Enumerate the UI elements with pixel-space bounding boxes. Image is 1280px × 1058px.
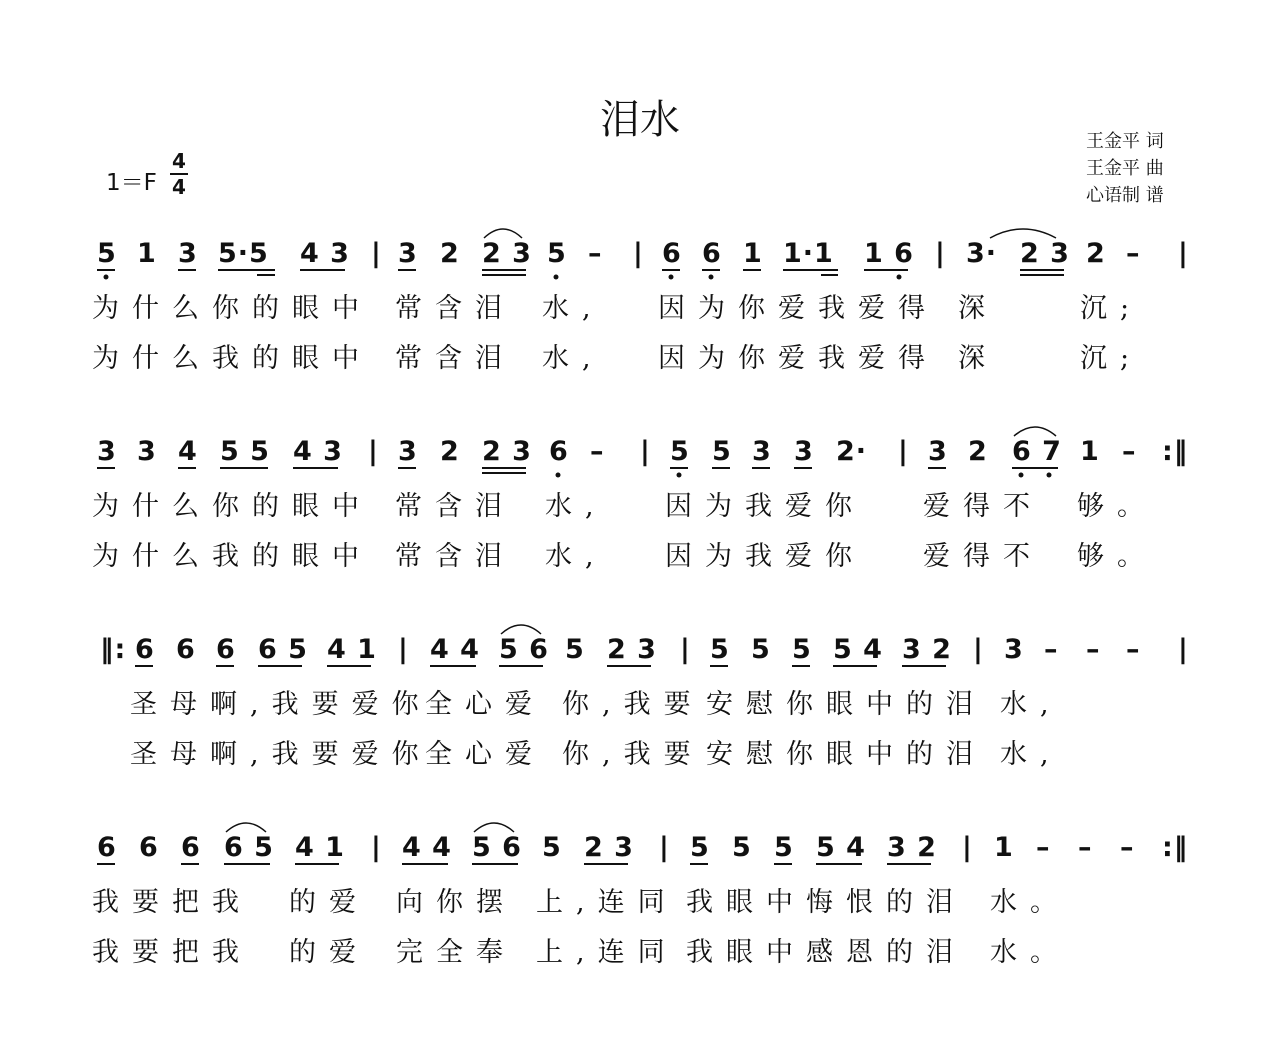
note-group: –: [1086, 634, 1101, 665]
barline: |: [368, 436, 379, 467]
note-group: 1·1: [783, 238, 834, 269]
lyric-segment: 常含泪: [395, 343, 515, 374]
barline: :‖: [1162, 436, 1189, 467]
lyric-segment: 水,: [1000, 689, 1062, 720]
note-group: 5 6: [499, 634, 549, 665]
note-group: 5: [547, 238, 567, 269]
barline: ‖:: [100, 634, 127, 665]
octave-dot: [677, 473, 682, 478]
lyric-segment: 水。: [990, 937, 1070, 968]
lyric-segment: 因为你爱我爱得: [658, 293, 938, 324]
lyric-segment: 为什么我的眼中: [92, 541, 372, 572]
note-group: 5: [710, 634, 730, 665]
note-group: 3: [794, 436, 814, 467]
note-group: 4 3: [300, 238, 350, 269]
lyric-segment: 沉;: [1080, 293, 1143, 324]
note-group: 4 4: [430, 634, 480, 665]
note-group: 2 3: [482, 238, 532, 269]
note-group: 6 5: [258, 634, 308, 665]
note-group: 5 4: [833, 634, 883, 665]
lyric-segment: 水。: [990, 887, 1070, 918]
lyric-segment: 为什么你的眼中: [92, 293, 372, 324]
lyric-segment: 我要把我: [92, 937, 252, 968]
lyric-segment: 我眼中感恩的泪: [686, 937, 966, 968]
lyric-segment: 水,: [542, 293, 604, 324]
barline: |: [935, 238, 946, 269]
barline: |: [680, 634, 691, 665]
lyric-segment: 全心爱: [425, 689, 545, 720]
note-group: 1: [994, 832, 1014, 863]
octave-dot: [1019, 473, 1024, 478]
lyric-segment: 因为你爱我爱得: [658, 343, 938, 374]
barline: |: [371, 238, 382, 269]
barline: |: [973, 634, 984, 665]
barline: |: [371, 832, 382, 863]
barline: |: [962, 832, 973, 863]
note-group: 6: [216, 634, 236, 665]
lyric-segment: 圣母啊,我要爱你: [130, 739, 432, 770]
note-group: 3: [398, 238, 418, 269]
lyric-segment: 水,: [545, 541, 607, 572]
note-group: 5 5: [220, 436, 270, 467]
note-group: 4: [178, 436, 198, 467]
lyric-segment: 因为我爱你: [665, 541, 865, 572]
note-group: 5: [97, 238, 117, 269]
song-title: 泪水: [600, 97, 680, 143]
note-group: 5: [690, 832, 710, 863]
lyric-segment: 上,连同: [536, 937, 678, 968]
note-group: 2: [1086, 238, 1106, 269]
lyric-segment: 常含泪: [395, 491, 515, 522]
note-group: –: [588, 238, 603, 269]
barline: |: [898, 436, 909, 467]
note-group: 5: [712, 436, 732, 467]
lyric-segment: 的爱: [289, 887, 369, 918]
octave-dot: [897, 275, 902, 280]
lyric-segment: 你,我要: [562, 689, 704, 720]
slur: [501, 625, 541, 634]
octave-dot: [669, 275, 674, 280]
octave-dot: [556, 473, 561, 478]
note-group: 5 6: [472, 832, 522, 863]
note-group: 5: [732, 832, 752, 863]
slur: [1014, 427, 1056, 436]
octave-dot: [104, 275, 109, 280]
barline: |: [1178, 238, 1189, 269]
note-group: 1 6: [864, 238, 914, 269]
note-group: 5: [751, 634, 771, 665]
note-group: 6: [702, 238, 722, 269]
note-group: 3 2: [887, 832, 937, 863]
note-group: –: [1122, 436, 1137, 467]
octave-dot: [709, 275, 714, 280]
note-group: 3: [928, 436, 948, 467]
lyricist-credit: 王金平 词: [1086, 131, 1164, 152]
note-group: 6 7: [1012, 436, 1062, 467]
slur: [226, 823, 266, 832]
key-signature: 1＝F: [106, 170, 157, 196]
lyric-segment: 全心爱: [425, 739, 545, 770]
note-group: –: [1078, 832, 1093, 863]
note-group: 4 4: [402, 832, 452, 863]
note-group: 1: [1080, 436, 1100, 467]
note-group: 6 5: [224, 832, 274, 863]
lyric-segment: 安慰你眼中的泪: [706, 739, 986, 770]
note-group: 6: [549, 436, 569, 467]
note-group: –: [1036, 832, 1051, 863]
note-group: 6: [176, 634, 196, 665]
lyric-segment: 常含泪: [395, 293, 515, 324]
lyric-segment: 我眼中悔恨的泪: [686, 887, 966, 918]
note-group: 2 3: [584, 832, 634, 863]
lyric-segment: 沉;: [1080, 343, 1143, 374]
note-group: –: [1120, 832, 1135, 863]
note-group: 6: [135, 634, 155, 665]
lyric-segment: 完全奉: [396, 937, 516, 968]
note-group: 3: [1004, 634, 1024, 665]
note-group: 2: [440, 238, 460, 269]
note-group: 3: [178, 238, 198, 269]
slur: [484, 229, 522, 238]
octave-dot: [554, 275, 559, 280]
lyric-segment: 深: [958, 343, 998, 374]
lyric-segment: 水,: [1000, 739, 1062, 770]
lyric-segment: 爱得不: [923, 491, 1043, 522]
note-group: 2: [968, 436, 988, 467]
lyric-segment: 够。: [1077, 541, 1157, 572]
lyric-segment: 因为我爱你: [665, 491, 865, 522]
note-group: 5·5: [218, 238, 269, 269]
note-group: 2 3: [607, 634, 657, 665]
lyric-segment: 为什么我的眼中: [92, 343, 372, 374]
note-group: 3: [752, 436, 772, 467]
note-group: 3: [137, 436, 157, 467]
barline: :‖: [1162, 832, 1189, 863]
note-group: 4 3: [293, 436, 343, 467]
note-group: 1: [743, 238, 763, 269]
barline: |: [640, 436, 651, 467]
lyric-segment: 你,我要: [562, 739, 704, 770]
slur: [990, 229, 1056, 238]
transcriber-credit: 心语制 谱: [1086, 185, 1164, 206]
note-group: 2: [440, 436, 460, 467]
lyric-segment: 的爱: [289, 937, 369, 968]
lyric-segment: 够。: [1077, 491, 1157, 522]
note-group: 5: [774, 832, 794, 863]
note-group: –: [1126, 238, 1141, 269]
note-group: –: [1126, 634, 1141, 665]
lyric-segment: 圣母啊,我要爱你: [130, 689, 432, 720]
octave-dot: [1047, 473, 1052, 478]
note-group: 3 2: [902, 634, 952, 665]
note-group: 3: [398, 436, 418, 467]
lyric-segment: 水,: [542, 343, 604, 374]
note-group: 5: [565, 634, 585, 665]
note-group: 2 3: [1020, 238, 1070, 269]
lyric-segment: 我要把我: [92, 887, 252, 918]
note-group: 6: [181, 832, 201, 863]
note-group: 3: [97, 436, 117, 467]
lyric-segment: 深: [958, 293, 998, 324]
note-group: 5: [792, 634, 812, 665]
note-group: 1: [137, 238, 157, 269]
note-group: 6: [662, 238, 682, 269]
note-group: 2·: [836, 436, 868, 467]
barline: |: [398, 634, 409, 665]
slur: [474, 823, 514, 832]
barline: |: [659, 832, 670, 863]
note-group: 4 1: [295, 832, 345, 863]
lyric-segment: 常含泪: [395, 541, 515, 572]
lyric-segment: 水,: [545, 491, 607, 522]
lyric-segment: 向你摆: [396, 887, 516, 918]
lyric-segment: 爱得不: [923, 541, 1043, 572]
note-group: –: [590, 436, 605, 467]
note-group: 5 4: [816, 832, 866, 863]
lyric-segment: 安慰你眼中的泪: [706, 689, 986, 720]
note-group: 5: [670, 436, 690, 467]
lyric-segment: 为什么你的眼中: [92, 491, 372, 522]
note-group: –: [1044, 634, 1059, 665]
note-group: 3·: [966, 238, 998, 269]
note-group: 6: [139, 832, 159, 863]
time-signature-bottom: 4: [172, 175, 186, 199]
time-signature-top: 4: [172, 149, 186, 173]
lyric-segment: 上,连同: [536, 887, 678, 918]
barline: |: [633, 238, 644, 269]
barline: |: [1178, 634, 1189, 665]
note-group: 2 3: [482, 436, 532, 467]
composer-credit: 王金平 曲: [1086, 158, 1164, 179]
note-group: 4 1: [327, 634, 377, 665]
note-group: 6: [97, 832, 117, 863]
note-group: 5: [542, 832, 562, 863]
